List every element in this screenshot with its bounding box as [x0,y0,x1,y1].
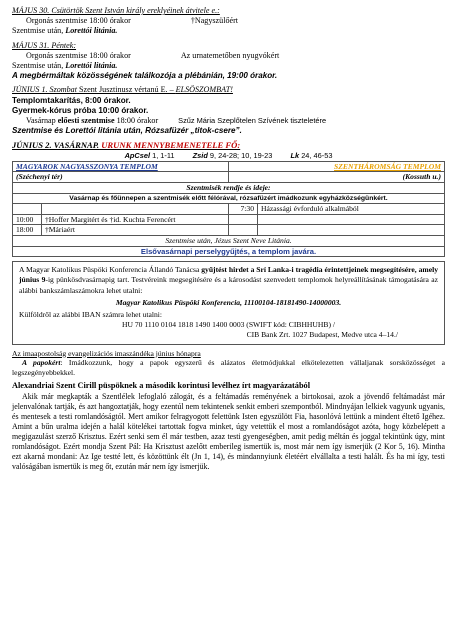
reading-3-book: Lk [290,150,300,160]
jun1-rosary: Szentmise és Lorettói litánia után, Rózsafüzér „titok-csere”. [12,126,242,136]
may30-litany-line [12,26,445,36]
apostolate-text [12,358,445,377]
jun2-readings [12,151,445,161]
church-right-name: SZENTHÁROMSÁG TEMPLOM [229,161,445,172]
reading-2-ref: 9, 24-28; 10, 19-23 [207,150,273,160]
row-1-left [42,204,229,215]
may30-litany: Lorettói litánia. [65,26,118,36]
apostolate-label: A papokért [22,358,61,368]
jun1-vigil-line [12,116,445,126]
church-left-address: (Széchenyi tér) [13,172,229,183]
apostolate-section [12,349,445,378]
reading-1-ref: 1, 1-11 [150,150,175,160]
may30-mass-time: Orgonás szentmise 18:00 órakor [26,16,131,26]
jun1-saint: Szent Jusztinusz vértanú E. – [76,85,176,95]
may31-litany-prefix: Szentmise után, [12,61,66,71]
appeal-bank: CIB Bank Zrt. 1027 Budapest, Medve utca 4–14./ [246,330,398,340]
may31-litany: Lorettói litánia. [65,61,118,71]
row-2-left: †Hoffer Margitért és †id. Kuchta Ferencért [42,214,229,225]
appeal-iban: HU 70 1110 0104 1818 1490 1400 0003 (SWIFT kód: CIBHHUHB) / [122,320,335,330]
may31-meeting: A megbérmáltak közösségének találkozója a plébánián, 19:00 órakor. [12,71,278,81]
jun2-date: JÚNIUS 2. VASÁRNAP. [12,140,100,151]
may31-mass-time: Orgonás szentmise 18:00 órakor [26,50,131,60]
row-3-left: †Máriaért [42,225,229,236]
sri-lanka-appeal-box [12,261,445,344]
mass-schedule-table [12,161,445,257]
schedule-row [13,225,445,236]
row-3-time2 [229,225,258,236]
row-2-right [258,214,445,225]
appeal-text-c: -ig pünkösdvasárnapig tart. Testvéreink megsegítésére és a károsodást szenvedett templomok helyreállításának támogatására az alábbi bankszámlaszámokra lehet utalni: [19,275,438,295]
apostolate-title: Az imaapostolság evangelizációs imaszándéka június hónapra [12,348,201,358]
row-2-time: 10:00 [13,214,42,225]
jun1-date: JÚNIUS 1. Szombat [12,85,77,95]
schedule-row [13,214,445,225]
appeal-text-a: A Magyar Katolikus Püspöki Konferencia Állandó Tanácsa [19,265,202,275]
row-3-right [258,225,445,236]
may31-litany-line [12,61,445,71]
schedule-row [13,204,445,215]
appeal-text-b: gyűjtést hirdet a Srí Lanka-i tragédia érintettjeinek megsegítésére, amely június 9 [19,265,438,285]
may30-intention: †Nagyszülőért [190,16,239,26]
row-1-right: Házassági évforduló alkalmából [258,204,445,215]
jun1-vigil-time: 18:00 órakor [114,116,159,126]
jun2-title [12,140,445,150]
reading-2-book: Zsid [192,150,208,160]
jun1-vigil-intention: Szűz Mária Szeplőtelen Szívének tiszteletére [178,116,327,126]
may30-litany-prefix: Szentmise után, [12,26,66,36]
appeal-paragraph [19,265,438,296]
row-1-time [13,204,42,215]
jun1-vigil-bold: előesti szentmise [57,116,115,126]
jun1-first-saturday: ELSŐSZOMBAT! [175,85,233,95]
appeal-iban-intro: Külföldről az alábbi IBAN számra lehet utalni: [19,310,162,319]
schedule-collection: Elsővasárnapi perselygyűjtés, a templom javára. [13,246,445,257]
jun2-feast: URUNK MENNYBEMENETELE FŐ: [99,140,241,151]
schedule-note: Vasárnap és főünnepen a szentmisék előtt félórával, rózsafüzért imádkozunk egyházközségünkért. [13,193,445,204]
may30-title: MÁJUS 30. Csütörtök Szent István király ereklyéinek átvitele e.: [12,6,220,15]
church-left-name: MAGYAROK NAGYASSZONYA TEMPLOM [13,161,229,172]
appeal-account: Magyar Katolikus Püspöki Konferencia, 11100104-18181490-14000003. [115,297,342,307]
church-right-address: (Kossuth u.) [229,172,445,183]
jun1-title [12,85,445,95]
may30-mass-line [12,16,445,26]
row-1-time2: 7:30 [229,204,258,215]
article-title: Alexandriai Szent Cirill püspöknek a második korintusi levélhez írt magyarázatából [12,381,311,391]
reading-3-ref: 24, 46-53 [299,150,333,160]
row-2-time2 [229,214,258,225]
article-body: Akik már megkapták a Szentlélek lefoglaló zálogát, és a feltámadás reményének a birtokosai, azok a jövendő feltámadást már jelenvalónak tartják, és azt hangoztatják, hogy ezentúl nem tekintenek senkit emberi szempontból. Mindnyájan lelkiek vagyunk ugyanis, és mentesek a testi romlandóságtól. Mert amikor felragyogott felettünk Isten egyszülött Fia, hasonlóvá lettünk a mindent éltető Igéhez. Amint a bűn uralma idején a halál kötelékei tartottak fogva minket, úgy vetettük el most a romlandóságot azóta, hogy közbelépett a megigazulást szerző Krisztus. Ezért senki sem él már testben, azaz testi gyengeségben, amit pedig méltán és joggal tekintünk úgy, mint romlandóságot. Ezért mondja Szent Pál: Ha Krisztust azelőtt emberileg ismertük is, most már nem így ismerjük (2 Kor 5, 16). Mintha ezt akarná mondani: Az Ige testté lett, és közöttünk élt (Jn 1, 14), és mindannyiunk életéért elvállalta a testi halált. És ha mi így, testi valóságában ismertük is meg őt, ezután már nem így ismerjük. [12,391,445,472]
article-section [12,381,445,472]
jun1-cleaning: Templomtakarítás, 8:00 órakor. [12,95,131,105]
schedule-title: Szentmisék rendje és ideje: [13,183,445,194]
apostolate-body: : Imádkozzunk, hogy a papok egyszerű és alázatos életmódjukkal elkötelezetten vállaljanak sorsközösséget a legszegényebbekkel. [12,358,446,377]
may31-title: MÁJUS 31. Péntek: [12,40,77,50]
jun1-vigil-pre: Vasárnap [26,116,58,126]
schedule-after: Szentmise után, Jézus Szent Neve Litánia. [13,236,445,247]
row-3-time: 18:00 [13,225,42,236]
may31-mass-line [12,51,445,61]
jun1-choir: Gyermek-kórus próba 10:00 órakor. [12,105,149,115]
may31-intention: Az urnatemetőben nyugvókért [180,50,280,60]
bulletin-page [12,0,445,472]
reading-1-book: ApCsel [124,150,151,160]
